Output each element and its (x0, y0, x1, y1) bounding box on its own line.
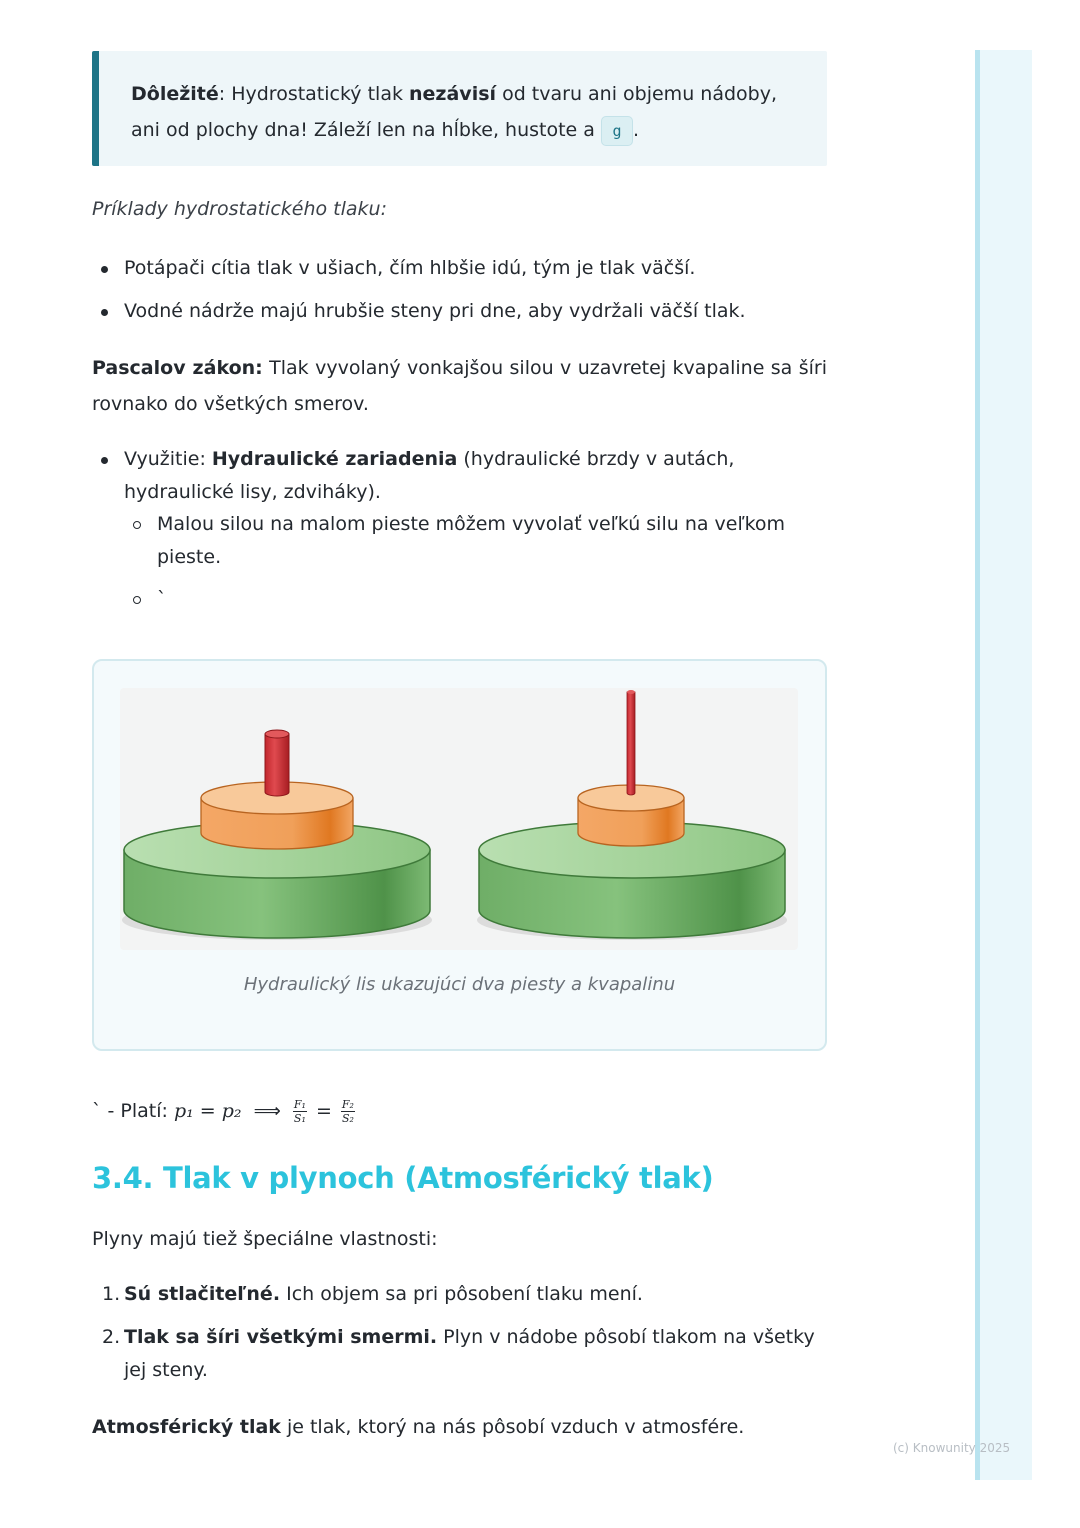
usage-bold: Hydraulické zariadenia (211, 448, 458, 470)
bullet-ring (133, 521, 141, 529)
implies-symbol: ⟹ (253, 1100, 281, 1122)
pascal-label: Pascalov zákon: (92, 357, 263, 379)
item-number: 2. (102, 1326, 121, 1348)
item-bold: Sú stlačiteľné. (124, 1283, 281, 1305)
section-heading: 3.4. Tlak v plynoch (Atmosférický tlak) (92, 1161, 714, 1195)
closing-bold: Atmosférický tlak (92, 1416, 281, 1438)
callout-bold: nezávisí (409, 83, 497, 105)
item-text: Plyn v nádobe pôsobí tlakom na všetky jej steny. (124, 1326, 815, 1381)
closing-text: je tlak, ktorý na nás pôsobí vzduch v atmosfére. (280, 1416, 745, 1438)
item-text: Ich objem sa pri pôsobení tlaku mení. (280, 1283, 643, 1305)
backtick: ` (92, 1100, 102, 1122)
callout-label: Dôležité (131, 83, 219, 105)
numbered-item-text (124, 1321, 824, 1387)
equals-symbol: = (315, 1100, 332, 1122)
important-callout (92, 51, 827, 166)
callout-text-a: : Hydrostatický tlak (218, 83, 410, 105)
figure-caption: Hydraulický lis ukazujúci dva piesty a kvapalinu (243, 974, 676, 995)
side-strip (975, 50, 1032, 1480)
hydraulic-press-illustration (120, 688, 798, 950)
fraction-f1-s1 (293, 1098, 307, 1125)
formula-lhs: p₁ = p₂ (173, 1100, 242, 1122)
pascal-paragraph (92, 350, 827, 422)
list-item-text: Potápači cítia tlak v ušiach, čím hlbšie idú, tým je tlak väčší. (124, 257, 696, 279)
section-intro: Plyny majú tiež špeciálne vlastnosti: (92, 1228, 438, 1250)
usage-rest: (hydraulické brzdy v autách, hydraulické lisy, zdviháky). (124, 448, 735, 503)
bullet-dot (101, 457, 108, 464)
hydraulic-press-image (120, 688, 798, 950)
fraction-denominator: S₂ (341, 1112, 354, 1125)
pascal-text: Tlak vyvolaný vonkajšou silou v uzavretej kvapaline sa šíri rovnako do všetkých smerov. (92, 357, 827, 415)
usage-text (124, 443, 824, 509)
bullet-dot (101, 309, 108, 316)
examples-intro: Príklady hydrostatického tlaku: (92, 198, 387, 220)
sub-item-text: ` (157, 588, 167, 610)
callout-end: . (632, 119, 639, 141)
formula-line (92, 1098, 355, 1134)
formula-label: - Platí: (107, 1100, 168, 1122)
fraction-numerator: F₁ (293, 1098, 306, 1111)
callout-text-b: od tvaru ani objemu nádoby, ani od plochy dna! Záleží len na hĺbke, hustote a (131, 83, 777, 141)
watermark: (c) Knowunity 2025 (893, 1441, 1011, 1455)
fraction-numerator: F₂ (341, 1098, 354, 1111)
numbered-item-text (124, 1278, 824, 1311)
sub-item-text: Malou silou na malom pieste môžem vyvolať veľkú silu na veľkom pieste. (157, 513, 786, 568)
usage-prefix: Využitie: (124, 448, 212, 470)
fraction-denominator: S₁ (293, 1112, 306, 1125)
closing-paragraph (92, 1409, 827, 1445)
fraction-f2-s2 (341, 1098, 355, 1125)
inline-code-g: g (601, 116, 633, 146)
item-bold: Tlak sa šíri všetkými smermi. (124, 1326, 438, 1348)
bullet-ring (133, 596, 141, 604)
list-item-text: Vodné nádrže majú hrubšie steny pri dne, aby vydržali väčší tlak. (124, 300, 746, 322)
item-number: 1. (102, 1283, 121, 1305)
bullet-dot (101, 266, 108, 273)
